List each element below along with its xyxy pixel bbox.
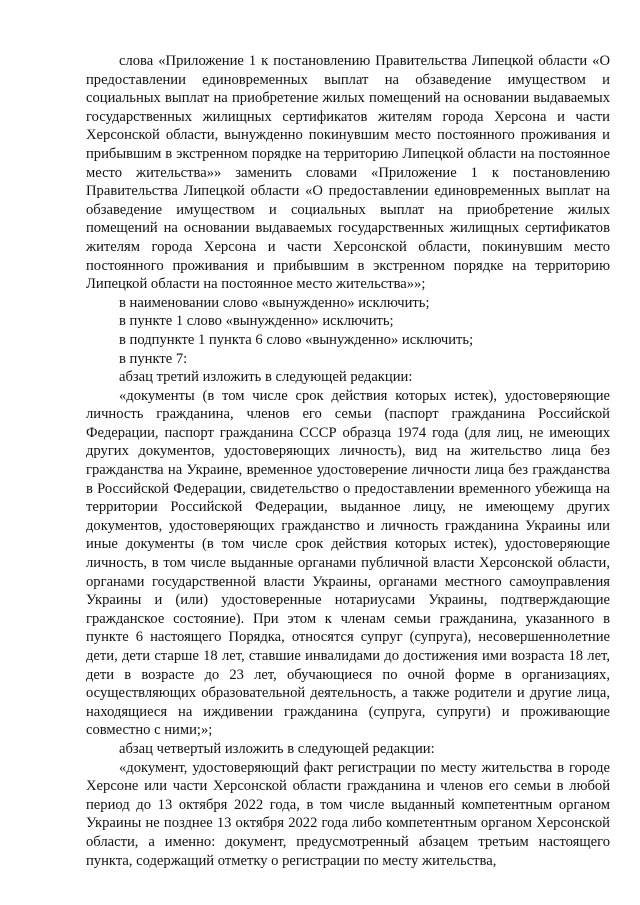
paragraph-replacement-clause: слова «Приложение 1 к постановлению Правительства Липецкой области «О предоставлении единовременных выплат на обзаведение имуществом и социальных выплат на приобретение жилых помещений на основании выдаваемых государственных жилищных сертификатов жителям города Херсона и части Херсонской области, вынужденно покинувшим место постоянного проживания и прибывшим в экстренном порядке на территорию Липецкой области на постоянное место жительства»» заменить словами «Приложение 1 к постановлению Правительства Липецкой области «О предоставлении единовременных выплат на обзаведение имуществом и социальных выплат на приобретение жилых помещений на основании выдаваемых государственных жилищных сертификатов жителям города Херсона и части Херсонской области, покинувшим место постоянного проживания и прибывшим в экстренном порядке на территорию Липецкой области на постоянное место жительства»»; (86, 53, 610, 293)
paragraph-item-1-change: в пункте 1 слово «вынужденно» исключить; (119, 313, 394, 330)
paragraph-third-clause-intro: абзац третий изложить в следующей редакции: (119, 369, 413, 386)
document-body (86, 52, 610, 870)
paragraph-fourth-clause-intro: абзац четвертый изложить в следующей редакции: (119, 740, 435, 757)
paragraph-title-change: в наименовании слово «вынужденно» исключить; (119, 294, 430, 311)
paragraph-identity-documents: «документы (в том числе срок действия которых истек), удостоверяющие личность гражданина, членов его семьи (паспорт гражданина Российской Федерации, паспорт гражданина СССР образца 1974 года (для лиц, не имеющих других документов, удостоверяющих личность), вид на жительство лица без гражданства на Украине, временное удостоверение личности лица без гражданства в Российской Федерации, свидетельство о предоставлении временного убежища на территории Российской Федерации, выданное лицу, не имеющему других документов, удостоверяющих гражданство и личность гражданина Украины или иные документы (в том числе срок действия которых истек), удостоверяющие личность, в том числе выданные органами публичной власти Херсонской области, органами государственной власти Украины, органами местного самоуправления Украины и (или) удостоверенные нотариусами Украины, подтверждающие гражданское состояние). При этом к членам семьи гражданина, указанного в пункте 6 настоящего Порядка, относятся супруг (супруга), несовершеннолетние дети, дети старше 18 лет, ставшие инвалидами до достижения ими возраста 18 лет, дети в возрасте до 23 лет, обучающиеся по очной форме в организациях, осуществляющих образовательной деятельность, а также родители и другие лица, находящиеся на иждивении гражданина (супруга, супруги) и проживающие совместно с ними;»; (86, 387, 610, 739)
paragraph-item-7-heading: в пункте 7: (119, 350, 188, 367)
paragraph-subitem-6-change: в подпункте 1 пункта 6 слово «вынужденно» исключить; (119, 331, 474, 348)
paragraph-registration-document: «документ, удостоверяющий факт регистрации по месту жительства в городе Херсоне или части Херсонской области гражданина и членов его семьи в любой период до 13 октября 2022 года, в том числе выданный компетентным органом Украины не позднее 13 октября 2022 года либо компетентным органом Херсонской области, а именно: документ, предусмотренный абзацем третьим настоящего пункта, содержащий отметку о регистрации по месту жительства, (86, 759, 610, 869)
